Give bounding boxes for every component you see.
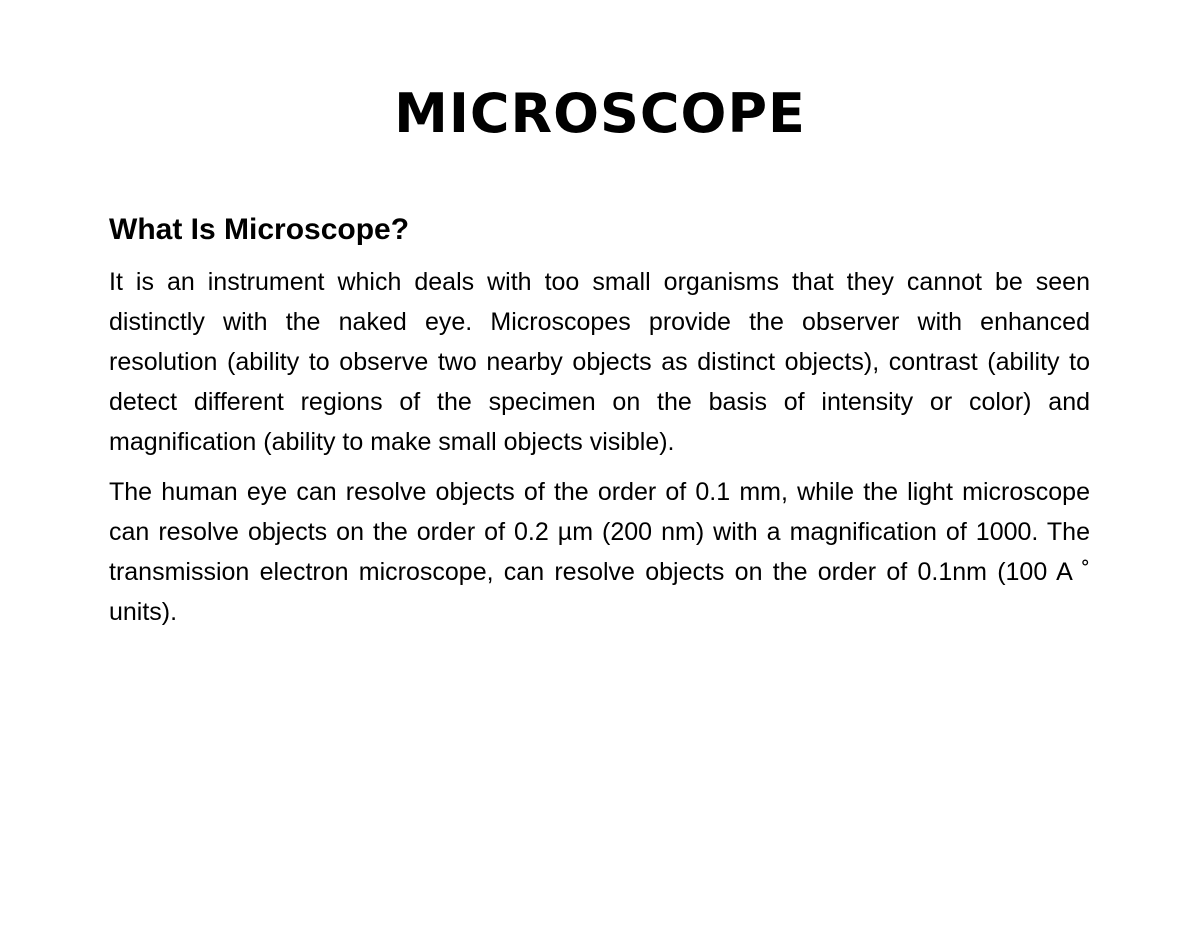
- document-body: [109, 208, 1090, 642]
- paragraph-definition: It is an instrument which deals with too small organisms that they cannot be seen distinctly with the naked eye. Microscopes provide the observer with enhanced resolution (ability to observe two nearby objects as distinct objects), contrast (ability to detect different regions of the specimen on the basis of intensity or color) and magnification (ability to make small objects visible).: [109, 268, 1090, 456]
- section-heading: What Is Microscope?: [109, 213, 410, 246]
- paragraph-resolution: The human eye can resolve objects of the order of 0.1 mm, while the light microscope can resolve objects on the order of 0.2 µm (200 nm) with a magnification of 1000. The transmission electron microscope, can resolve objects on the order of 0.1nm (100 A ˚ units).: [109, 478, 1090, 626]
- document-title: MICROSCOPE: [394, 82, 806, 145]
